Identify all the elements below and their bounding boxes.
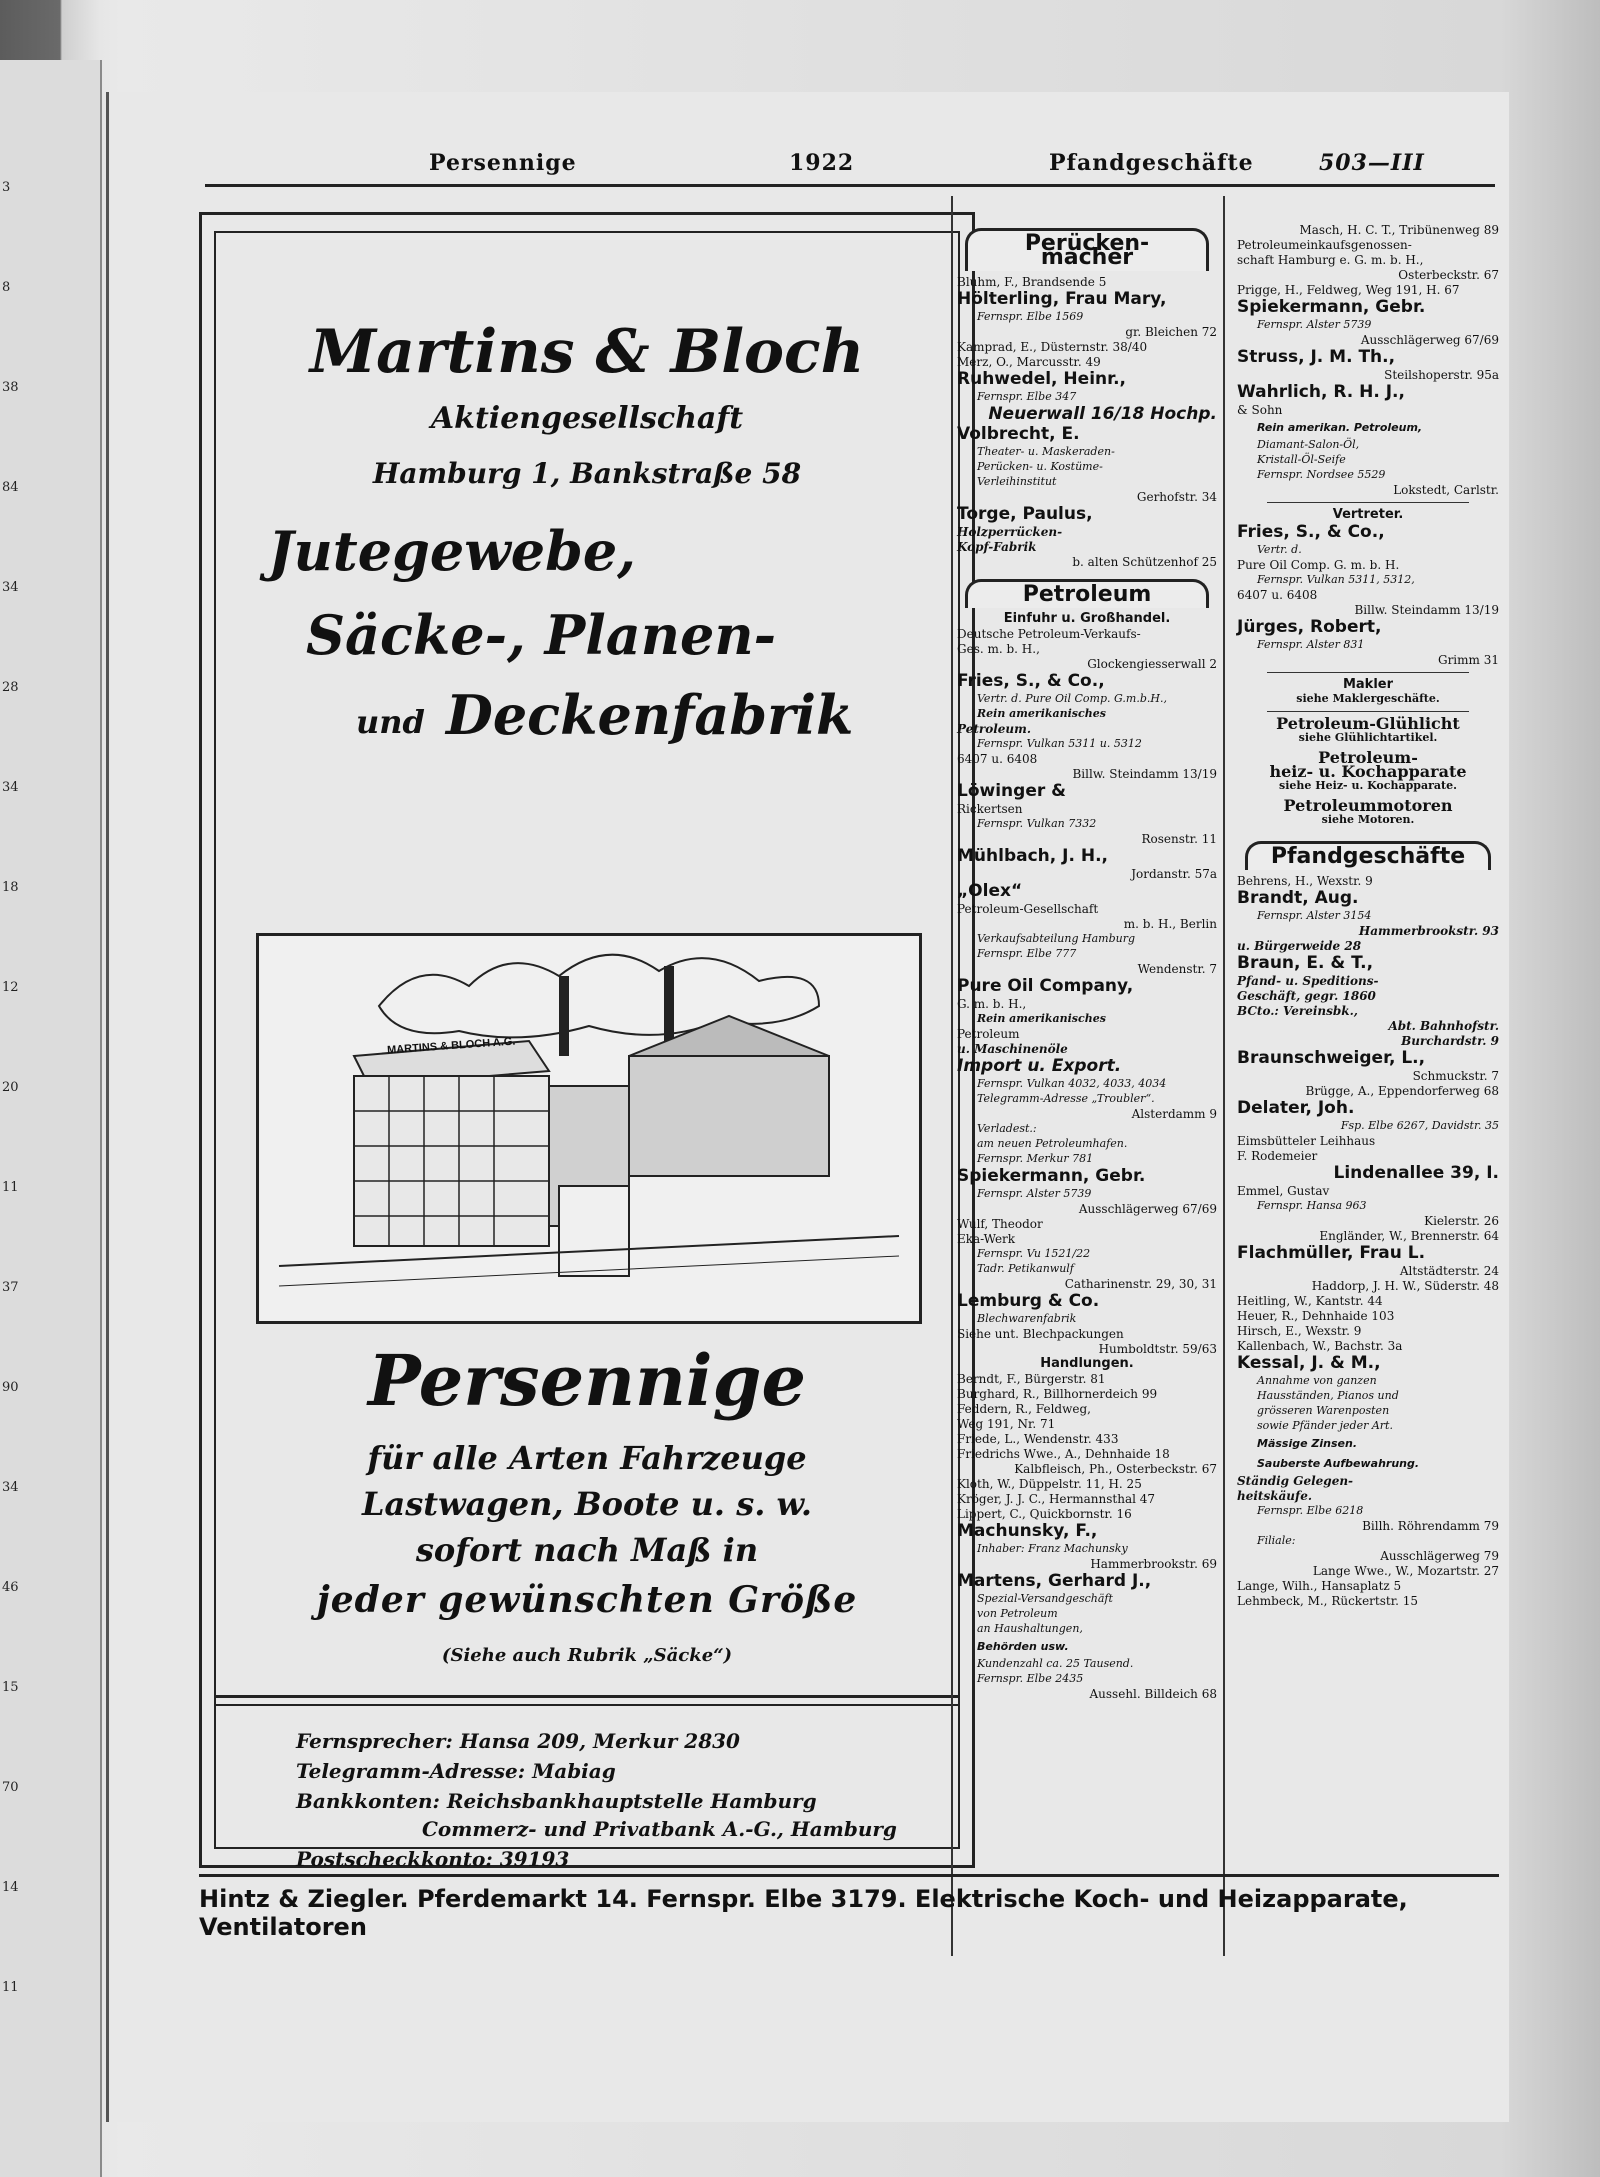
column-divider-left: [951, 196, 953, 1956]
directory-entry: Fernspr. Alster 5739: [977, 1187, 1092, 1200]
directory-entry: Pure Oil Company,: [957, 976, 1134, 996]
margin-number: 90: [2, 1380, 19, 1395]
margin-number: 11: [2, 1980, 19, 1995]
directory-entry: Berndt, F., Bürgerstr. 81: [957, 1372, 1106, 1386]
directory-entry: Masch, H. C. T., Tribünenweg 89: [1299, 223, 1499, 237]
directory-entry: Hammerbrookstr. 69: [1090, 1557, 1217, 1571]
directory-entry: Haddorp, J. H. W., Süderstr. 48: [1311, 1279, 1499, 1293]
directory-entry: Diamant-Salon-Öl,: [1257, 438, 1360, 451]
directory-entry: Fernspr. Merkur 781: [977, 1152, 1094, 1165]
directory-entry: Petroleum: [957, 1027, 1020, 1041]
directory-entry: Emmel, Gustav: [1237, 1184, 1330, 1198]
directory-entry: sowie Pfänder jeder Art.: [1257, 1419, 1393, 1432]
ref-motoren-see: siehe Motoren.: [1321, 813, 1415, 826]
directory-entry: Fernspr. Elbe 2435: [977, 1672, 1084, 1685]
directory-entry: Merz, O., Marcusstr. 49: [957, 355, 1101, 369]
advert-sub2: Lastwagen, Boote u. s. w.: [362, 1485, 812, 1523]
directory-entry: Geschäft, gegr. 1860: [1237, 989, 1376, 1003]
directory-entry: Heuer, R., Dehnhaide 103: [1237, 1309, 1395, 1323]
directory-entry: Lange Wwe., W., Mozartstr. 27: [1312, 1564, 1499, 1578]
separator: [1267, 711, 1469, 712]
advert-inner-frame: [214, 231, 960, 1871]
header-rule: [205, 184, 1495, 187]
directory-entry: G. m. b. H.,: [957, 997, 1027, 1011]
directory-entry: Kundenzahl ca. 25 Tausend.: [977, 1657, 1134, 1670]
directory-entry: heitskäufe.: [1237, 1489, 1313, 1503]
directory-entry: Kopf-Fabrik: [957, 540, 1037, 554]
directory-entry: Spiekermann, Gebr.: [957, 1166, 1146, 1186]
entries-petroleum-cont: [1237, 223, 1499, 497]
directory-entry: Osterbeckstr. 67: [1398, 268, 1499, 282]
margin-number: 20: [2, 1080, 19, 1095]
directory-entry: Vertr. d.: [1257, 543, 1302, 556]
directory-entry: Lange, Wilh., Hansaplatz 5: [1237, 1579, 1402, 1593]
directory-entry: Petroleumeinkaufsgenossen-: [1237, 238, 1412, 252]
directory-entry: Martens, Gerhard J.,: [957, 1571, 1152, 1591]
advert-company: Martins & Bloch: [309, 317, 865, 387]
directory-entry: Brügge, A., Eppendorferweg 68: [1305, 1084, 1499, 1098]
directory-entry: Rickertsen: [957, 802, 1023, 816]
directory-entry: Fernspr. Vulkan 4032, 4033, 4034: [977, 1077, 1167, 1090]
advert-phone: Fernsprecher: Hansa 209, Merkur 2830: [296, 1729, 740, 1753]
directory-entry: Weg 191, Nr. 71: [957, 1417, 1056, 1431]
directory-entry: Fernspr. Nordsee 5529: [1257, 468, 1386, 481]
directory-entry: Wendenstr. 7: [1137, 962, 1217, 976]
directory-entry: Aussehl. Billdeich 68: [1089, 1687, 1217, 1701]
advert-sub4: jeder gewünschten Größe: [316, 1579, 858, 1621]
advert-line2: Säcke-, Planen-: [306, 603, 777, 667]
directory-entry: Schmuckstr. 7: [1412, 1069, 1499, 1083]
directory-entry: Filiale:: [1257, 1534, 1296, 1547]
directory-entry: Struss, J. M. Th.,: [1237, 347, 1396, 367]
directory-entry: Altstädterstr. 24: [1399, 1264, 1499, 1278]
directory-entry: Steilshoperstr. 95a: [1384, 368, 1499, 382]
entries-handlungen: [957, 1372, 1217, 1701]
factory-illustration: [256, 933, 922, 1324]
ref-motoren: Petroleummotoren: [1283, 796, 1453, 815]
directory-entry: Petroleum-Gesellschaft: [957, 902, 1099, 916]
ref-heiz: Petroleum-: [1318, 748, 1418, 767]
entries-vertreter: [1237, 523, 1499, 667]
advert-bank1: Bankkonten: Reichsbankhauptstelle Hamburg: [296, 1789, 817, 1813]
directory-entry: Sauberste Aufbewahrung.: [1257, 1457, 1420, 1470]
directory-entry: Delater, Joh.: [1237, 1098, 1355, 1118]
directory-entry: Fernspr. Vulkan 7332: [977, 817, 1097, 830]
directory-entry: Burghard, R., Billhornerdeich 99: [957, 1387, 1158, 1401]
heading-peruecken: Perücken- macher: [965, 228, 1209, 271]
directory-entry: Glockengiesserwall 2: [1087, 657, 1217, 671]
directory-entry: Kallenbach, W., Bachstr. 3a: [1237, 1339, 1403, 1353]
directory-entry: Fernspr. Elbe 1569: [977, 310, 1084, 323]
directory-entry: Wulf, Theodor: [957, 1217, 1043, 1231]
heading-petroleum: Petroleum: [965, 579, 1209, 608]
directory-entry: Kristall-Öl-Seife: [1257, 453, 1346, 466]
directory-entry: Eimsbütteler Leihhaus: [1237, 1134, 1376, 1148]
directory-entry: Fernspr. Vu 1521/22: [977, 1247, 1091, 1260]
directory-entry: Verkaufsabteilung Hamburg: [977, 932, 1136, 945]
directory-entry: Grimm 31: [1437, 653, 1499, 667]
directory-entry: schaft Hamburg e. G. m. b. H.,: [1237, 253, 1424, 267]
header-page: 503—III: [1319, 150, 1425, 176]
directory-entry: Alsterdamm 9: [1131, 1107, 1217, 1121]
directory-entry: Kamprad, E., Düsternstr. 38/40: [957, 340, 1148, 354]
advert-line3-und: und: [356, 703, 425, 741]
margin-number: 15: [2, 1680, 19, 1695]
directory-entry: Lippert, C., Quickbornstr. 16: [957, 1507, 1132, 1521]
margin-number: 12: [2, 980, 19, 995]
directory-entry: Feddern, R., Feldweg,: [957, 1402, 1091, 1416]
directory-entry: Rosenstr. 11: [1141, 832, 1217, 846]
directory-entry: Siehe unt. Blechpackungen: [957, 1327, 1124, 1341]
directory-entry: Rein amerikanisches: [977, 707, 1106, 720]
directory-entry: Theater- u. Maskeraden-: [977, 445, 1115, 458]
ref-heiz-see: siehe Heiz- u. Kochapparate.: [1279, 779, 1457, 792]
advert-sub3: sofort nach Maß in: [415, 1531, 759, 1569]
advert-bank2: Commerz- und Privatbank A.-G., Hamburg: [422, 1817, 897, 1841]
advert-address: Hamburg 1, Bankstraße 58: [372, 457, 802, 490]
directory-entry: Lokstedt, Carlstr.: [1393, 483, 1499, 497]
separator: [1267, 672, 1469, 673]
directory-entry: Löwinger &: [957, 781, 1066, 801]
directory-entry: Annahme von ganzen: [1257, 1374, 1377, 1387]
directory-entry: Inhaber: Franz Machunsky: [977, 1542, 1128, 1555]
margin-number: 46: [2, 1580, 19, 1595]
directory-entry: Jordanstr. 57a: [1131, 867, 1217, 881]
directory-entry: Ausschlägerweg 67/69: [1078, 1202, 1217, 1216]
directory-entry: Kloth, W., Düppelstr. 11, H. 25: [957, 1477, 1142, 1491]
directory-entry: Tadr. Petikanwulf: [977, 1262, 1074, 1275]
directory-entry: Pfand- u. Speditions-: [1237, 974, 1379, 988]
ref-gluehlicht: Petroleum-Glühlicht: [1276, 714, 1460, 733]
directory-entry: Behrens, H., Wexstr. 9: [1237, 874, 1373, 888]
factory-sign: MARTINS & BLOCH A.G.: [386, 1035, 516, 1057]
directory-entry: Telegramm-Adresse „Troubler“.: [977, 1092, 1155, 1105]
directory-entry: Billh. Röhrendamm 79: [1362, 1519, 1499, 1533]
directory-entry: „Olex“: [957, 881, 1023, 901]
directory-entry: Fernspr. Vulkan 5311, 5312,: [1257, 573, 1415, 586]
directory-entry: Torge, Paulus,: [957, 504, 1093, 524]
directory-entry: Hölterling, Frau Mary,: [957, 289, 1167, 309]
directory-page: [106, 92, 1509, 2122]
margin-number: 70: [2, 1780, 19, 1795]
directory-entry: F. Rodemeier: [1237, 1149, 1318, 1163]
directory-entry: Flachmüller, Frau L.: [1237, 1243, 1426, 1263]
directory-entry: Deutsche Petroleum-Verkaufs-: [957, 627, 1141, 641]
directory-entry: Lemburg & Co.: [957, 1291, 1100, 1311]
column-2: [1237, 222, 1499, 1609]
directory-entry: Pure Oil Comp. G. m. b. H.: [1237, 558, 1400, 572]
entries-peruecken: [957, 275, 1217, 569]
directory-entry: gr. Bleichen 72: [1125, 325, 1217, 339]
directory-entry: Fries, S., & Co.,: [957, 671, 1105, 691]
entries-petroleum: [957, 627, 1217, 1356]
directory-entry: Abt. Bahnhofstr.: [1388, 1019, 1499, 1033]
directory-entry: Eka-Werk: [957, 1232, 1016, 1246]
directory-entry: & Sohn: [1237, 403, 1283, 417]
directory-entry: Volbrecht, E.: [957, 424, 1080, 444]
directory-entry: Behörden usw.: [977, 1640, 1069, 1653]
directory-entry: Lindenallee 39, I.: [1333, 1163, 1499, 1183]
directory-entry: Catharinenstr. 29, 30, 31: [1064, 1277, 1217, 1291]
directory-entry: Fernspr. Alster 5739: [1257, 318, 1372, 331]
margin-number: 28: [2, 680, 19, 695]
directory-entry: Machunsky, F.,: [957, 1521, 1098, 1541]
directory-entry: Fries, S., & Co.,: [1237, 522, 1385, 542]
adjacent-page-edge: [0, 60, 102, 2177]
sub-einfuhr: Einfuhr u. Großhandel.: [1003, 611, 1171, 626]
advert-line3: Deckenfabrik: [446, 683, 854, 747]
directory-entry: Billw. Steindamm 13/19: [1072, 767, 1217, 781]
directory-entry: Petroleum.: [957, 722, 1031, 736]
directory-entry: Mühlbach, J. H.,: [957, 846, 1108, 866]
margin-number: 34: [2, 780, 19, 795]
advert-telegram: Telegramm-Adresse: Mabiag: [296, 1759, 616, 1783]
directory-entry: Friedrichs Wwe., A., Dehnhaide 18: [957, 1447, 1170, 1461]
directory-entry: Brandt, Aug.: [1237, 888, 1359, 908]
directory-entry: Fernspr. Alster 3154: [1257, 909, 1372, 922]
directory-entry: Billw. Steindamm 13/19: [1354, 603, 1499, 617]
advert-postal: Postscheckkonto: 39193: [296, 1847, 570, 1871]
margin-number: 14: [2, 1880, 19, 1895]
directory-entry: Ges. m. b. H.,: [957, 642, 1040, 656]
margin-number: 34: [2, 1480, 19, 1495]
ref-heiz-2: heiz- u. Kochapparate: [1269, 762, 1467, 781]
directory-entry: Kröger, J. J. C., Hermannsthal 47: [957, 1492, 1156, 1506]
directory-entry: Spiekermann, Gebr.: [1237, 297, 1426, 317]
directory-entry: Humboldtstr. 59/63: [1098, 1342, 1217, 1356]
sub-makler: Makler: [1342, 677, 1394, 692]
directory-entry: an Haushaltungen,: [977, 1622, 1083, 1635]
directory-entry: Kalbfleisch, Ph., Osterbeckstr. 67: [1014, 1462, 1217, 1476]
directory-entry: Neuerwall 16/18 Hochp.: [988, 404, 1217, 424]
directory-entry: Import u. Export.: [957, 1056, 1122, 1076]
directory-entry: Vertr. d. Pure Oil Comp. G.m.b.H.,: [977, 692, 1167, 705]
martins-bloch-advert: [199, 212, 975, 1871]
separator: [1267, 502, 1469, 503]
heading-pfandgeschaefte: Pfandgeschäfte: [1245, 841, 1491, 870]
factory-drawing: [259, 936, 919, 1321]
directory-entry: am neuen Petroleumhafen.: [977, 1137, 1128, 1150]
directory-entry: Fernspr. Vulkan 5311 u. 5312: [977, 737, 1142, 750]
advert-rule: [216, 1695, 958, 1706]
directory-entry: Ruhwedel, Heinr.,: [957, 369, 1126, 389]
directory-entry: Friede, L., Wendenstr. 433: [957, 1432, 1119, 1446]
directory-entry: Kessal, J. & M.,: [1237, 1353, 1381, 1373]
directory-entry: Hirsch, E., Wexstr. 9: [1237, 1324, 1362, 1338]
sub-makler-ref: siehe Maklergeschäfte.: [1296, 692, 1440, 705]
directory-entry: Rein amerikan. Petroleum,: [1257, 421, 1423, 434]
directory-entry: Gerhofstr. 34: [1136, 490, 1217, 504]
advert-sub1: für alle Arten Fahrzeuge: [367, 1439, 807, 1477]
directory-entry: Fernspr. Elbe 777: [977, 947, 1077, 960]
directory-entry: Blechwarenfabrik: [977, 1312, 1077, 1325]
directory-entry: Ausschlägerweg 67/69: [1360, 333, 1499, 347]
margin-number: 34: [2, 580, 19, 595]
directory-entry: 6407 u. 6408: [1237, 588, 1318, 602]
directory-entry: Kielerstr. 26: [1424, 1214, 1499, 1228]
directory-entry: Braun, E. & T.,: [1237, 953, 1374, 973]
footer-advert: Hintz & Ziegler. Pferdemarkt 14. Fernspr. Elbe 3179. Elektrische Koch- und Heizapparate, Ventilatoren: [199, 1874, 1499, 1925]
directory-entry: Jürges, Robert,: [1237, 617, 1382, 637]
advert-line1: Jutegewebe,: [268, 519, 636, 583]
header-year: 1922: [789, 150, 855, 176]
directory-entry: Lehmbeck, M., Rückertstr. 15: [1237, 1594, 1419, 1608]
column-1: [957, 222, 1217, 1702]
column-divider-middle: [1223, 196, 1225, 1956]
sub-vertreter: Vertreter.: [1332, 507, 1404, 522]
margin-number: 84: [2, 480, 19, 495]
margin-number: 37: [2, 1280, 19, 1295]
directory-entry: Holzperrücken-: [957, 525, 1063, 539]
directory-entry: Rein amerikanisches: [977, 1012, 1106, 1025]
directory-entry: Fsp. Elbe 6267, Davidstr. 35: [1340, 1119, 1499, 1132]
advert-form: Aktiengesellschaft: [430, 401, 744, 436]
directory-entry: von Petroleum: [977, 1607, 1058, 1620]
margin-number: 11: [2, 1180, 19, 1195]
margin-number: 18: [2, 880, 19, 895]
directory-entry: Mässige Zinsen.: [1257, 1437, 1357, 1450]
directory-entry: Fernspr. Elbe 347: [977, 390, 1077, 403]
header-left: Persennige: [429, 150, 577, 176]
advert-see: (Siehe auch Rubrik „Säcke“): [441, 1645, 733, 1666]
ref-gluehlicht-see: siehe Glühlichtartikel.: [1298, 731, 1438, 744]
directory-entry: Fernspr. Alster 831: [1257, 638, 1365, 651]
directory-entry: grösseren Warenposten: [1257, 1404, 1390, 1417]
directory-entry: m. b. H., Berlin: [1123, 917, 1217, 931]
directory-entry: 6407 u. 6408: [957, 752, 1038, 766]
directory-entry: Verleihinstitut: [977, 475, 1057, 488]
directory-entry: Fernspr. Hansa 963: [1257, 1199, 1367, 1212]
directory-entry: Burchardstr. 9: [1401, 1034, 1499, 1048]
directory-entry: BCto.: Vereinsbk.,: [1237, 1004, 1358, 1018]
directory-entry: u. Bürgerweide 28: [1237, 939, 1362, 953]
directory-entry: Prigge, H., Feldweg, Weg 191, H. 67: [1237, 283, 1460, 297]
directory-entry: b. alten Schützenhof 25: [1072, 555, 1217, 569]
directory-entry: Perücken- u. Kostüme-: [977, 460, 1103, 473]
directory-entry: Fernspr. Elbe 6218: [1257, 1504, 1364, 1517]
directory-entry: Wahrlich, R. H. J.,: [1237, 382, 1405, 402]
directory-entry: Verladest.:: [977, 1122, 1037, 1135]
margin-number: 38: [2, 380, 19, 395]
sub-handlungen: Handlungen.: [1040, 1356, 1134, 1371]
directory-entry: Ständig Gelegen-: [1237, 1474, 1354, 1488]
directory-entry: Hausständen, Pianos und: [1257, 1389, 1399, 1402]
entries-pfandgeschaefte: [1237, 874, 1499, 1608]
directory-entry: Hammerbrookstr. 93: [1358, 924, 1499, 938]
directory-entry: Spezial-Versandgeschäft: [977, 1592, 1113, 1605]
directory-entry: Braunschweiger, L.,: [1237, 1048, 1426, 1068]
directory-entry: Ausschlägerweg 79: [1380, 1549, 1499, 1563]
directory-entry: Bluhm, F., Brandsende 5: [957, 275, 1107, 289]
advert-product: Persennige: [368, 1339, 806, 1422]
margin-number: 8: [2, 280, 11, 295]
directory-entry: Engländer, W., Brennerstr. 64: [1319, 1229, 1499, 1243]
directory-entry: Heitling, W., Kantstr. 44: [1237, 1294, 1383, 1308]
header-section: Pfandgeschäfte: [1049, 150, 1254, 176]
directory-entry: u. Maschinenöle: [957, 1042, 1068, 1056]
margin-number: 3: [2, 180, 11, 195]
